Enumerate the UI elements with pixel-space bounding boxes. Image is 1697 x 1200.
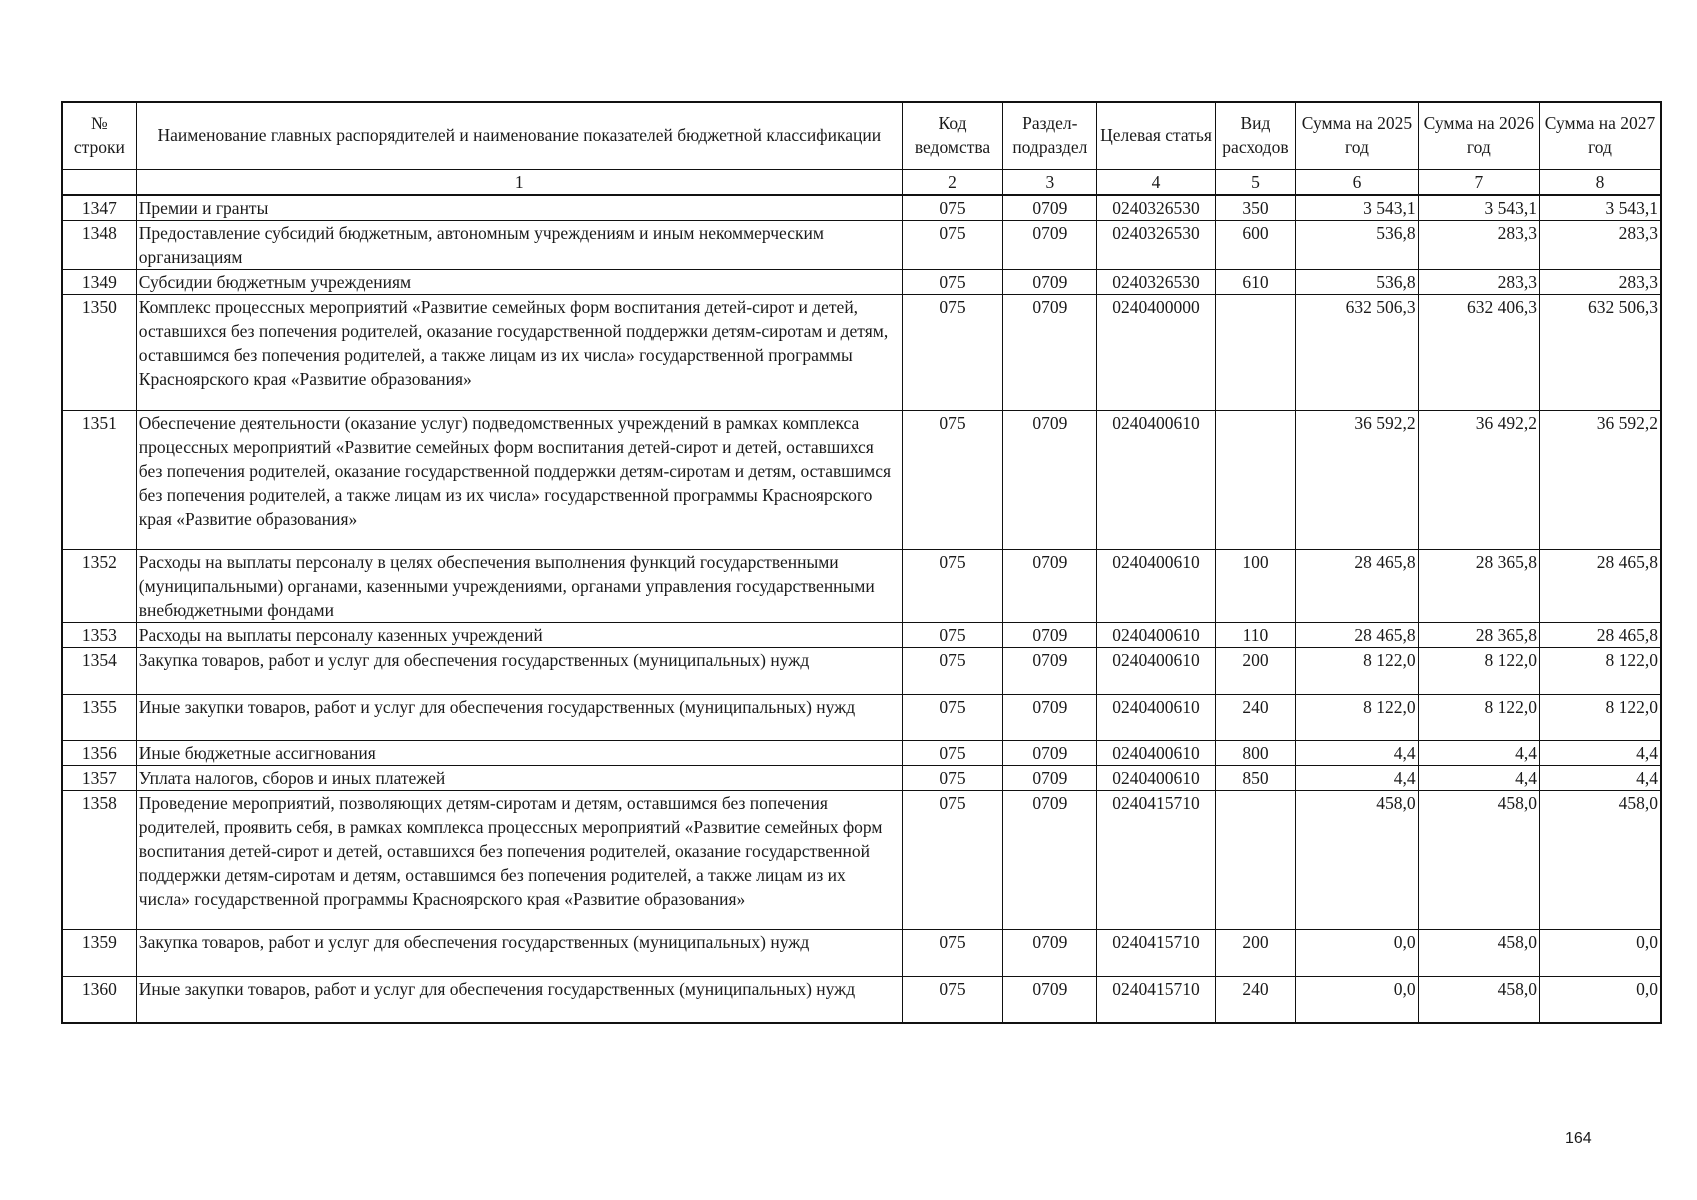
header-section: Раздел-подраздел (1003, 102, 1097, 170)
row-number: 1358 (62, 791, 136, 930)
row-sum-2025: 536,8 (1296, 221, 1418, 270)
row-target: 0240400000 (1097, 295, 1215, 411)
row-dept-code: 075 (902, 221, 1002, 270)
row-sum-2027: 8 122,0 (1540, 695, 1661, 741)
column-number: 8 (1540, 170, 1661, 196)
header-name: Наименование главных распорядителей и наименование показателей бюджетной классификации (136, 102, 902, 170)
row-sum-2026: 283,3 (1418, 221, 1539, 270)
row-sum-2027: 8 122,0 (1540, 648, 1661, 695)
table-row (62, 270, 1661, 295)
table-row (62, 195, 1661, 221)
row-expense-type: 800 (1215, 741, 1296, 766)
column-number: 2 (902, 170, 1002, 196)
header-dept-code: Код ведомства (902, 102, 1002, 170)
row-expense-type: 200 (1215, 648, 1296, 695)
row-target: 0240326530 (1097, 270, 1215, 295)
row-sum-2027: 28 465,8 (1540, 623, 1661, 648)
table-row (62, 648, 1661, 695)
row-name: Премии и гранты (136, 195, 902, 221)
row-sum-2027: 283,3 (1540, 270, 1661, 295)
table-row (62, 295, 1661, 411)
page-number: 164 (1565, 1130, 1592, 1147)
row-sum-2026: 8 122,0 (1418, 648, 1539, 695)
row-sum-2026: 4,4 (1418, 741, 1539, 766)
header-sum-2025: Сумма на 2025 год (1296, 102, 1418, 170)
column-number: 1 (136, 170, 902, 196)
row-sum-2026: 28 365,8 (1418, 550, 1539, 623)
row-number: 1354 (62, 648, 136, 695)
header-row (62, 102, 1661, 170)
column-number: 6 (1296, 170, 1418, 196)
row-dept-code: 075 (902, 766, 1002, 791)
row-dept-code: 075 (902, 977, 1002, 1023)
row-sum-2027: 283,3 (1540, 221, 1661, 270)
row-sum-2027: 3 543,1 (1540, 195, 1661, 221)
row-section: 0709 (1003, 741, 1097, 766)
row-dept-code: 075 (902, 270, 1002, 295)
row-section: 0709 (1003, 550, 1097, 623)
row-sum-2027: 0,0 (1540, 977, 1661, 1023)
row-name: Предоставление субсидий бюджетным, автономным учреждениям и иным некоммерческим организациям (136, 221, 902, 270)
column-number: 5 (1215, 170, 1296, 196)
column-number: 3 (1003, 170, 1097, 196)
row-number: 1347 (62, 195, 136, 221)
row-sum-2027: 632 506,3 (1540, 295, 1661, 411)
row-section: 0709 (1003, 623, 1097, 648)
row-number: 1349 (62, 270, 136, 295)
row-name: Закупка товаров, работ и услуг для обеспечения государственных (муниципальных) нужд (136, 648, 902, 695)
row-dept-code: 075 (902, 741, 1002, 766)
row-section: 0709 (1003, 295, 1097, 411)
table-row (62, 930, 1661, 977)
budget-sheet (61, 101, 1662, 1024)
row-sum-2025: 0,0 (1296, 977, 1418, 1023)
row-sum-2026: 4,4 (1418, 766, 1539, 791)
row-name: Проведение мероприятий, позволяющих детям-сиротам и детям, оставшимся без попечения родителей, проявить себя, в рамках комплекса процессных мероприятий «Развитие семейных форм воспитания детей-сирот и детей, оставшихся без попечения родителей, оказание государственной поддержки детям-сиротам и детям, оставшимся без попечения родителей, а также лицам из их числа» государственной программы Красноярского края «Развитие образования» (136, 791, 902, 930)
header-sum-2027: Сумма на 2027 год (1540, 102, 1661, 170)
row-section: 0709 (1003, 648, 1097, 695)
row-target: 0240326530 (1097, 221, 1215, 270)
row-sum-2026: 283,3 (1418, 270, 1539, 295)
row-sum-2027: 0,0 (1540, 930, 1661, 977)
row-expense-type: 100 (1215, 550, 1296, 623)
row-sum-2027: 4,4 (1540, 766, 1661, 791)
row-expense-type: 110 (1215, 623, 1296, 648)
table-row (62, 977, 1661, 1023)
row-target: 0240400610 (1097, 411, 1215, 550)
row-sum-2026: 458,0 (1418, 930, 1539, 977)
row-target: 0240400610 (1097, 550, 1215, 623)
row-section: 0709 (1003, 791, 1097, 930)
row-sum-2027: 458,0 (1540, 791, 1661, 930)
row-name: Закупка товаров, работ и услуг для обеспечения государственных (муниципальных) нужд (136, 930, 902, 977)
row-name: Субсидии бюджетным учреждениям (136, 270, 902, 295)
row-dept-code: 075 (902, 550, 1002, 623)
row-section: 0709 (1003, 930, 1097, 977)
row-target: 0240400610 (1097, 741, 1215, 766)
row-expense-type (1215, 411, 1296, 550)
row-section: 0709 (1003, 411, 1097, 550)
row-section: 0709 (1003, 195, 1097, 221)
row-dept-code: 075 (902, 930, 1002, 977)
row-number: 1359 (62, 930, 136, 977)
table-row (62, 411, 1661, 550)
row-target: 0240400610 (1097, 695, 1215, 741)
row-sum-2025: 632 506,3 (1296, 295, 1418, 411)
row-expense-type (1215, 295, 1296, 411)
row-sum-2025: 4,4 (1296, 766, 1418, 791)
table-row (62, 766, 1661, 791)
row-expense-type: 240 (1215, 977, 1296, 1023)
row-dept-code: 075 (902, 791, 1002, 930)
row-sum-2026: 632 406,3 (1418, 295, 1539, 411)
column-number: 7 (1418, 170, 1539, 196)
header-target: Целевая статья (1097, 102, 1215, 170)
row-name: Обеспечение деятельности (оказание услуг) подведомственных учреждений в рамках комплекса процессных мероприятий «Развитие семейных форм воспитания детей-сирот и детей, оставшихся без попечения родителей, оказание государственной поддержки детям-сиротам и детям, оставшимся без попечения родителей, а также лицам из их числа» государственной программы Красноярского края «Развитие образования» (136, 411, 902, 550)
row-section: 0709 (1003, 977, 1097, 1023)
row-name: Комплекс процессных мероприятий «Развитие семейных форм воспитания детей-сирот и детей, оставшихся без попечения родителей, оказание государственной поддержки детям-сиротам и детям, оставшимся без попечения родителей, а также лицам из их числа» государственной программы Красноярского края «Развитие образования» (136, 295, 902, 411)
row-section: 0709 (1003, 221, 1097, 270)
row-number: 1352 (62, 550, 136, 623)
row-number: 1355 (62, 695, 136, 741)
row-name: Иные бюджетные ассигнования (136, 741, 902, 766)
row-number: 1356 (62, 741, 136, 766)
row-sum-2025: 0,0 (1296, 930, 1418, 977)
row-name: Иные закупки товаров, работ и услуг для обеспечения государственных (муниципальных) нужд (136, 695, 902, 741)
row-sum-2026: 28 365,8 (1418, 623, 1539, 648)
row-sum-2025: 8 122,0 (1296, 695, 1418, 741)
header-sum-2026: Сумма на 2026 год (1418, 102, 1539, 170)
row-name: Расходы на выплаты персоналу казенных учреждений (136, 623, 902, 648)
row-target: 0240415710 (1097, 791, 1215, 930)
row-sum-2026: 36 492,2 (1418, 411, 1539, 550)
row-sum-2025: 8 122,0 (1296, 648, 1418, 695)
row-sum-2027: 36 592,2 (1540, 411, 1661, 550)
row-dept-code: 075 (902, 623, 1002, 648)
header-expense-type: Вид расходов (1215, 102, 1296, 170)
row-target: 0240400610 (1097, 766, 1215, 791)
table-row (62, 550, 1661, 623)
table-row (62, 791, 1661, 930)
row-sum-2026: 3 543,1 (1418, 195, 1539, 221)
table-body (62, 195, 1661, 1023)
row-sum-2025: 3 543,1 (1296, 195, 1418, 221)
row-sum-2027: 4,4 (1540, 741, 1661, 766)
row-section: 0709 (1003, 695, 1097, 741)
header-row-number: № строки (62, 102, 136, 170)
row-target: 0240400610 (1097, 623, 1215, 648)
row-target: 0240326530 (1097, 195, 1215, 221)
row-name: Иные закупки товаров, работ и услуг для обеспечения государственных (муниципальных) нужд (136, 977, 902, 1023)
row-expense-type: 350 (1215, 195, 1296, 221)
row-number: 1348 (62, 221, 136, 270)
row-expense-type: 200 (1215, 930, 1296, 977)
row-dept-code: 075 (902, 648, 1002, 695)
table-row (62, 741, 1661, 766)
row-sum-2025: 36 592,2 (1296, 411, 1418, 550)
table-row (62, 695, 1661, 741)
column-number-blank (62, 170, 136, 196)
row-target: 0240415710 (1097, 977, 1215, 1023)
row-name: Уплата налогов, сборов и иных платежей (136, 766, 902, 791)
column-number: 4 (1097, 170, 1215, 196)
row-target: 0240415710 (1097, 930, 1215, 977)
row-dept-code: 075 (902, 411, 1002, 550)
row-number: 1350 (62, 295, 136, 411)
row-expense-type: 600 (1215, 221, 1296, 270)
row-number: 1360 (62, 977, 136, 1023)
row-number: 1357 (62, 766, 136, 791)
row-expense-type (1215, 791, 1296, 930)
row-number: 1353 (62, 623, 136, 648)
row-sum-2025: 536,8 (1296, 270, 1418, 295)
row-sum-2026: 458,0 (1418, 791, 1539, 930)
row-number: 1351 (62, 411, 136, 550)
table-row (62, 221, 1661, 270)
row-expense-type: 240 (1215, 695, 1296, 741)
row-sum-2025: 458,0 (1296, 791, 1418, 930)
row-sum-2025: 28 465,8 (1296, 623, 1418, 648)
budget-table (61, 101, 1662, 1024)
row-expense-type: 850 (1215, 766, 1296, 791)
row-expense-type: 610 (1215, 270, 1296, 295)
row-sum-2025: 28 465,8 (1296, 550, 1418, 623)
row-dept-code: 075 (902, 695, 1002, 741)
row-sum-2026: 458,0 (1418, 977, 1539, 1023)
row-sum-2025: 4,4 (1296, 741, 1418, 766)
row-section: 0709 (1003, 766, 1097, 791)
row-dept-code: 075 (902, 295, 1002, 411)
row-sum-2027: 28 465,8 (1540, 550, 1661, 623)
row-dept-code: 075 (902, 195, 1002, 221)
column-number-row (62, 170, 1661, 196)
row-section: 0709 (1003, 270, 1097, 295)
row-name: Расходы на выплаты персоналу в целях обеспечения выполнения функций государственными (муниципальными) органами, казенными учреждениями, органами управления государственными внебюджетными фондами (136, 550, 902, 623)
row-target: 0240400610 (1097, 648, 1215, 695)
table-row (62, 623, 1661, 648)
row-sum-2026: 8 122,0 (1418, 695, 1539, 741)
